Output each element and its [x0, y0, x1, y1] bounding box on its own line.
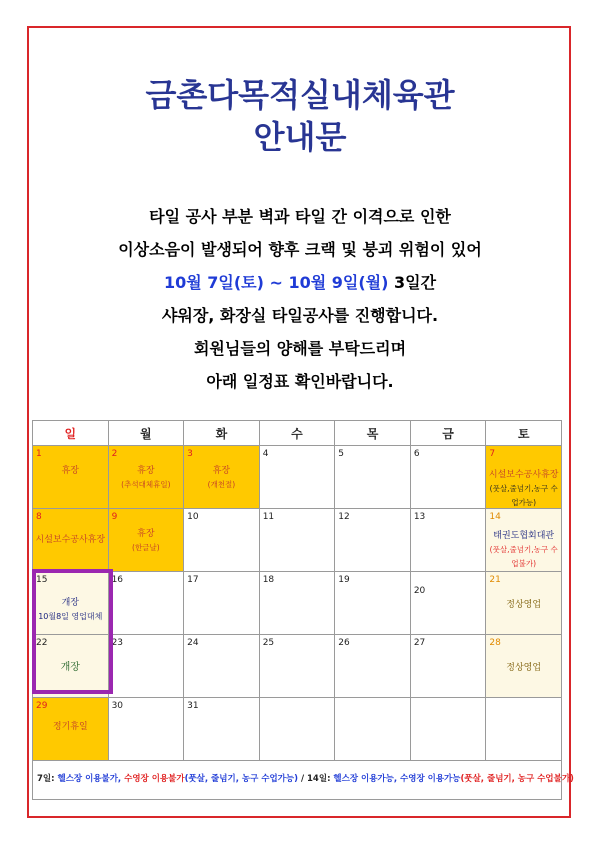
calendar-week-5: [33, 698, 562, 761]
day-note: [33, 533, 108, 547]
day-note: [109, 527, 184, 555]
day-note-main: 정상영업: [506, 663, 542, 673]
day-note-sub: (풋살,줄넘기,농구 수업가능): [489, 484, 558, 507]
day-header-thu: 목: [335, 421, 411, 446]
day-cell-28: [486, 635, 562, 698]
day-number: 11: [262, 512, 275, 522]
day-number: 13: [413, 512, 426, 522]
day-header-fri: 금: [410, 421, 486, 446]
footer-part-3: 수영장 이용불가: [124, 774, 185, 784]
day-note: [33, 464, 108, 478]
day-number: 6: [413, 449, 420, 459]
day-cell-6: [410, 446, 486, 509]
day-cell-24: [184, 635, 260, 698]
day-number: 1: [36, 449, 42, 459]
empty-cell: [410, 698, 486, 761]
day-number: 2: [111, 449, 118, 459]
day-number: 10: [187, 512, 199, 522]
day-header-wed: 수: [259, 421, 335, 446]
day-note: [486, 598, 561, 612]
footer-part-6: 헬스장 이용가능, 수영장 이용가능: [333, 774, 461, 784]
day-number: 23: [111, 638, 124, 648]
day-cell-3: [184, 446, 260, 509]
footer-part-4: (풋살, 줄넘기, 농구 수업가능): [184, 774, 298, 784]
day-note-main: 휴장: [137, 529, 155, 539]
day-cell-1: [33, 446, 109, 509]
day-number: 9: [111, 512, 118, 522]
day-cell-8: [33, 509, 109, 572]
day-note-sub: (추석대체휴일): [121, 480, 171, 489]
day-note-main: 시설보수공사휴장: [488, 470, 559, 480]
day-number: 15: [36, 575, 48, 585]
day-note-main: 태권도협회대관: [493, 531, 555, 541]
notice-text: [0, 200, 600, 398]
day-note-main: 정기휴일: [52, 722, 88, 732]
day-number: 16: [111, 575, 124, 585]
day-number: 26: [338, 638, 350, 648]
day-cell-11: [259, 509, 335, 572]
day-note: [33, 720, 108, 734]
day-cell-20: [410, 572, 486, 635]
highlight-box: [32, 569, 113, 694]
day-cell-5: [335, 446, 411, 509]
page-subtitle: 안내문: [253, 118, 347, 156]
day-number: 8: [36, 512, 42, 522]
day-number: 18: [262, 575, 275, 585]
day-cell-2: [108, 446, 184, 509]
day-cell-26: [335, 635, 411, 698]
day-note: [486, 529, 561, 571]
day-header-sat: 토: [486, 421, 562, 446]
day-cell-23: [108, 635, 184, 698]
day-cell-21: [486, 572, 562, 635]
day-cell-19: [335, 572, 411, 635]
day-note-sub: (한글날): [132, 543, 160, 552]
day-cell-4: [259, 446, 335, 509]
day-number: 30: [111, 701, 124, 711]
day-note: [486, 468, 561, 510]
day-cell-10: [184, 509, 260, 572]
day-cell-25: [259, 635, 335, 698]
day-cell-29: [33, 698, 109, 761]
day-header-sun: 일: [33, 421, 109, 446]
day-note: [109, 464, 184, 492]
day-note: [486, 661, 561, 675]
day-cell-16: [108, 572, 184, 635]
footer-part-7: (풋살, 줄넘기, 농구 수업불가): [460, 774, 574, 784]
day-note-sub: 10월8일 영업대체: [38, 612, 103, 621]
empty-cell: [259, 698, 335, 761]
footer-part-2: 헬스장 이용불가,: [57, 774, 125, 784]
day-number: 24: [187, 638, 199, 648]
day-number: 27: [413, 638, 426, 648]
day-note-main: 개장: [60, 662, 80, 673]
day-header-tue: 화: [184, 421, 260, 446]
day-number: 12: [338, 512, 350, 522]
day-note-sub: (풋살,줄넘기,농구 수업불가): [489, 545, 558, 568]
calendar-week-2: [33, 509, 562, 572]
notice-line-1: 타일 공사 부분 벽과 타일 간 이격으로 인한: [149, 207, 451, 226]
day-number: 31: [187, 701, 199, 711]
footer-note: [32, 758, 574, 800]
footer-part-5: / 14일:: [298, 774, 334, 784]
day-number: 25: [262, 638, 275, 648]
day-number: 28: [489, 638, 501, 648]
page-title: 금촌다목적실내체육관: [145, 76, 455, 114]
day-number: 20: [413, 586, 426, 596]
notice-line-2: 이상소음이 발생되어 향후 크랙 및 붕괴 위험이 있어: [118, 240, 482, 259]
empty-cell: [335, 698, 411, 761]
day-note-main: 시설보수공사휴장: [35, 535, 106, 545]
day-note-main: 휴장: [137, 466, 155, 476]
day-cell-18: [259, 572, 335, 635]
day-note-main: 정상영업: [506, 600, 542, 610]
calendar-week-1: [33, 446, 562, 509]
day-note-main: 휴장: [61, 466, 79, 476]
day-header-mon: 월: [108, 421, 184, 446]
day-number: 4: [262, 449, 269, 459]
day-cell-31: [184, 698, 260, 761]
notice-line-5: 회원님들의 양해를 부탁드리며: [193, 339, 407, 358]
day-cell-14: [486, 509, 562, 572]
day-note: [184, 464, 259, 492]
notice-line-3: [0, 266, 600, 299]
notice-duration: 3일간: [388, 273, 437, 292]
day-cell-12: [335, 509, 411, 572]
day-number: 5: [338, 449, 344, 459]
day-cell-13: [410, 509, 486, 572]
day-number: 7: [489, 449, 496, 459]
footer-part-1: 7일:: [37, 774, 58, 784]
day-number: 14: [489, 512, 501, 522]
day-cell-27: [410, 635, 486, 698]
day-number: 29: [36, 701, 48, 711]
day-number: 22: [36, 638, 48, 648]
day-number: 21: [489, 575, 501, 585]
day-cell-7: [486, 446, 562, 509]
day-note-sub: (개천절): [207, 480, 236, 489]
day-number: 17: [187, 575, 199, 585]
day-note-main: 개장: [61, 598, 79, 608]
day-note-main: 휴장: [212, 466, 231, 476]
notice-line-4: 샤워장, 화장실 타일공사를 진행합니다.: [161, 306, 439, 325]
notice-date-range: 10월 7일(토) ~ 10월 9일(월): [163, 273, 389, 292]
day-number: 19: [338, 575, 350, 585]
calendar-header-row: [33, 421, 562, 446]
day-number: 3: [187, 449, 193, 459]
notice-line-6: 아래 일정표 확인바랍니다.: [206, 372, 394, 391]
day-cell-17: [184, 572, 260, 635]
empty-cell: [486, 698, 562, 761]
day-cell-30: [108, 698, 184, 761]
day-cell-9: [108, 509, 184, 572]
